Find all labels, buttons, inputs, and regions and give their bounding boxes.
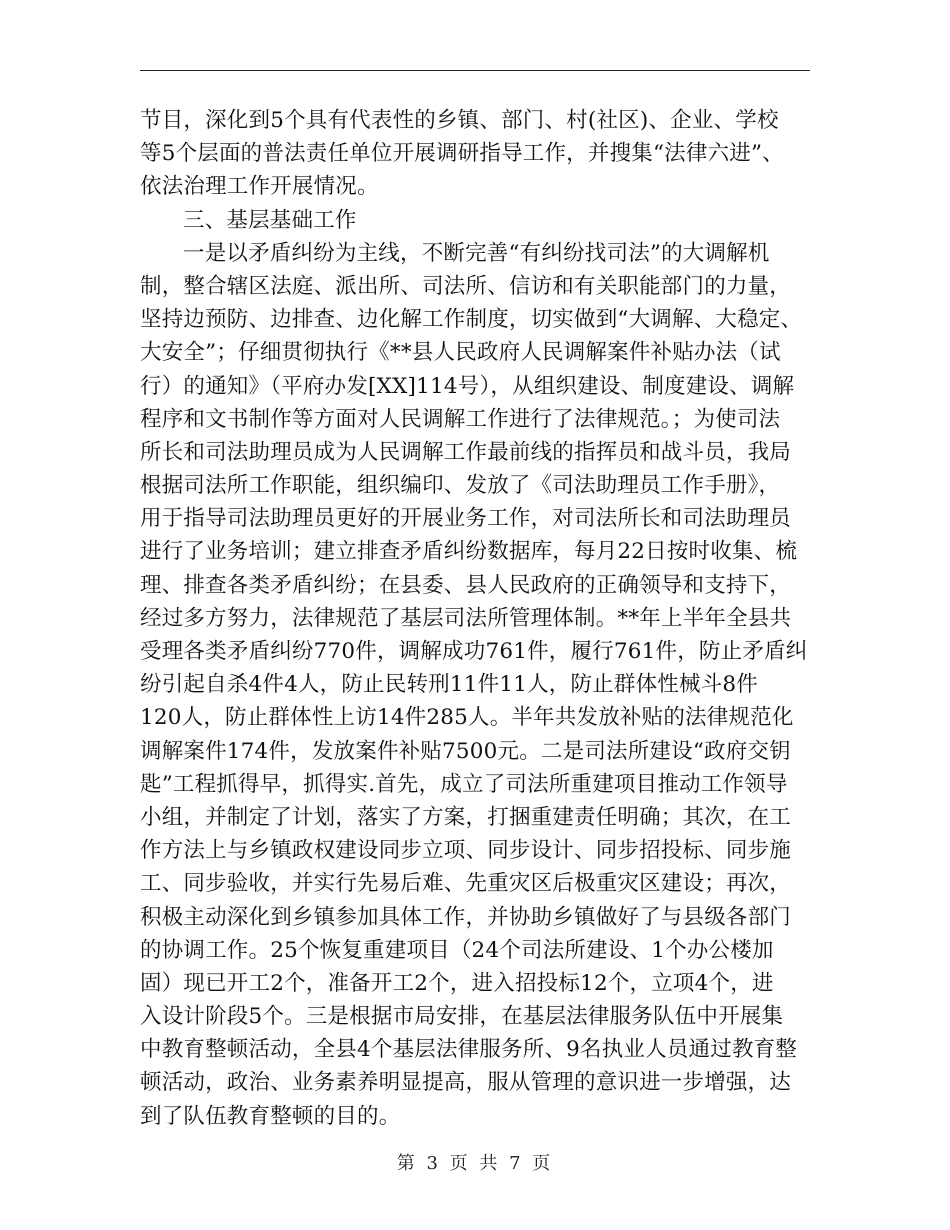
- text-line: 根据司法所工作职能，组织编印、发放了《司法助理员工作手册》，: [140, 473, 781, 499]
- text-line: 工、同步验收，并实行先易后难、先重灾区后极重灾区建设；再次，: [140, 871, 792, 897]
- page-number-footer: 第 3 页 共 7 页: [396, 1153, 554, 1174]
- text-line: 经过多方努力，法律规范了基层司法所管理体制。**年上半年全县共: [140, 605, 792, 631]
- text-line: 顿活动，政治、业务素养明显提高，服从管理的意识进一步增强，达: [140, 1070, 792, 1096]
- text-line: 受理各类矛盾纠纷770件，调解成功761件，履行761件，防止矛盾纠: [140, 639, 808, 664]
- header-rule: [140, 70, 810, 71]
- text-line: 到了队伍教育整顿的目的。: [140, 1103, 401, 1129]
- text-line: 所长和司法助理员成为人民调解工作最前线的指挥员和战斗员，我局: [140, 439, 792, 465]
- text-line: 制，整合辖区法庭、派出所、司法所、信访和有关职能部门的力量，: [140, 273, 792, 299]
- text-line: 行）的通知》（平府办发[XX]114号），从组织建设、制度建设、调解: [140, 373, 795, 399]
- document-body: [140, 104, 815, 1133]
- text-line: 入设计阶段5个。三是根据市局安排，在基层法律服务队伍中开展集: [140, 1004, 784, 1030]
- text-line: 大安全”；仔细贯彻执行《**县人民政府人民调解案件补贴办法（试: [140, 340, 781, 366]
- text-line: 依法治理工作开展情况。: [140, 174, 379, 200]
- text-line: 调解案件174件，发放案件补贴7500元。二是司法所建设“政府交钥: [140, 738, 791, 764]
- text-line: 中教育整顿活动，全县4个基层法律服务所、9名执业人员通过教育整: [140, 1037, 798, 1063]
- text-line: 匙”工程抓得早，抓得实.首先，成立了司法所重建项目推动工作领导: [140, 771, 788, 797]
- text-line: 固）现已开工2个，准备开工2个，进入招投标12个，立项4个，进: [140, 970, 774, 996]
- section-heading: 三、基层基础工作: [183, 207, 357, 233]
- text-line: 纷引起自杀4件4人，防止民转刑11件11人，防止群体性械斗8件: [140, 672, 758, 698]
- text-line: 作方法上与乡镇政权建设同步立项、同步设计、同步招投标、同步施: [140, 838, 792, 864]
- text-line: 积极主动深化到乡镇参加具体工作，并协助乡镇做好了与县级各部门: [140, 904, 792, 930]
- text-line: 进行了业务培训；建立排查矛盾纠纷数据库，每月22日按时收集、梳: [140, 539, 798, 565]
- text-line: 小组，并制定了计划，落实了方案，打捆重建责任明确；其次，在工: [140, 804, 792, 830]
- text-line: 等5个层面的普法责任单位开展调研指导工作，并搜集“法律六进”、: [140, 141, 784, 167]
- text-line: 一是以矛盾纠纷为主线，不断完善“有纠纷找司法”的大调解机: [183, 240, 770, 266]
- text-line: 程序和文书制作等方面对人民调解工作进行了法律规范。；为使司法: [140, 406, 781, 432]
- text-line: 理、排查各类矛盾纠纷；在县委、县人民政府的正确领导和支持下，: [140, 572, 792, 598]
- text-line: 120人，防止群体性上访14件285人。半年共发放补贴的法律规范化: [140, 705, 794, 731]
- text-line: 节目，深化到5个具有代表性的乡镇、部门、村(社区)、企业、学校: [140, 108, 779, 133]
- text-line: 坚持边预防、边排查、边化解工作制度，切实做到“大调解、大稳定、: [140, 307, 803, 333]
- text-line: 的协调工作。25个恢复重建项目（24个司法所建设、1个办公楼加: [140, 937, 774, 963]
- text-line: 用于指导司法助理员更好的开展业务工作，对司法所长和司法助理员: [140, 506, 792, 532]
